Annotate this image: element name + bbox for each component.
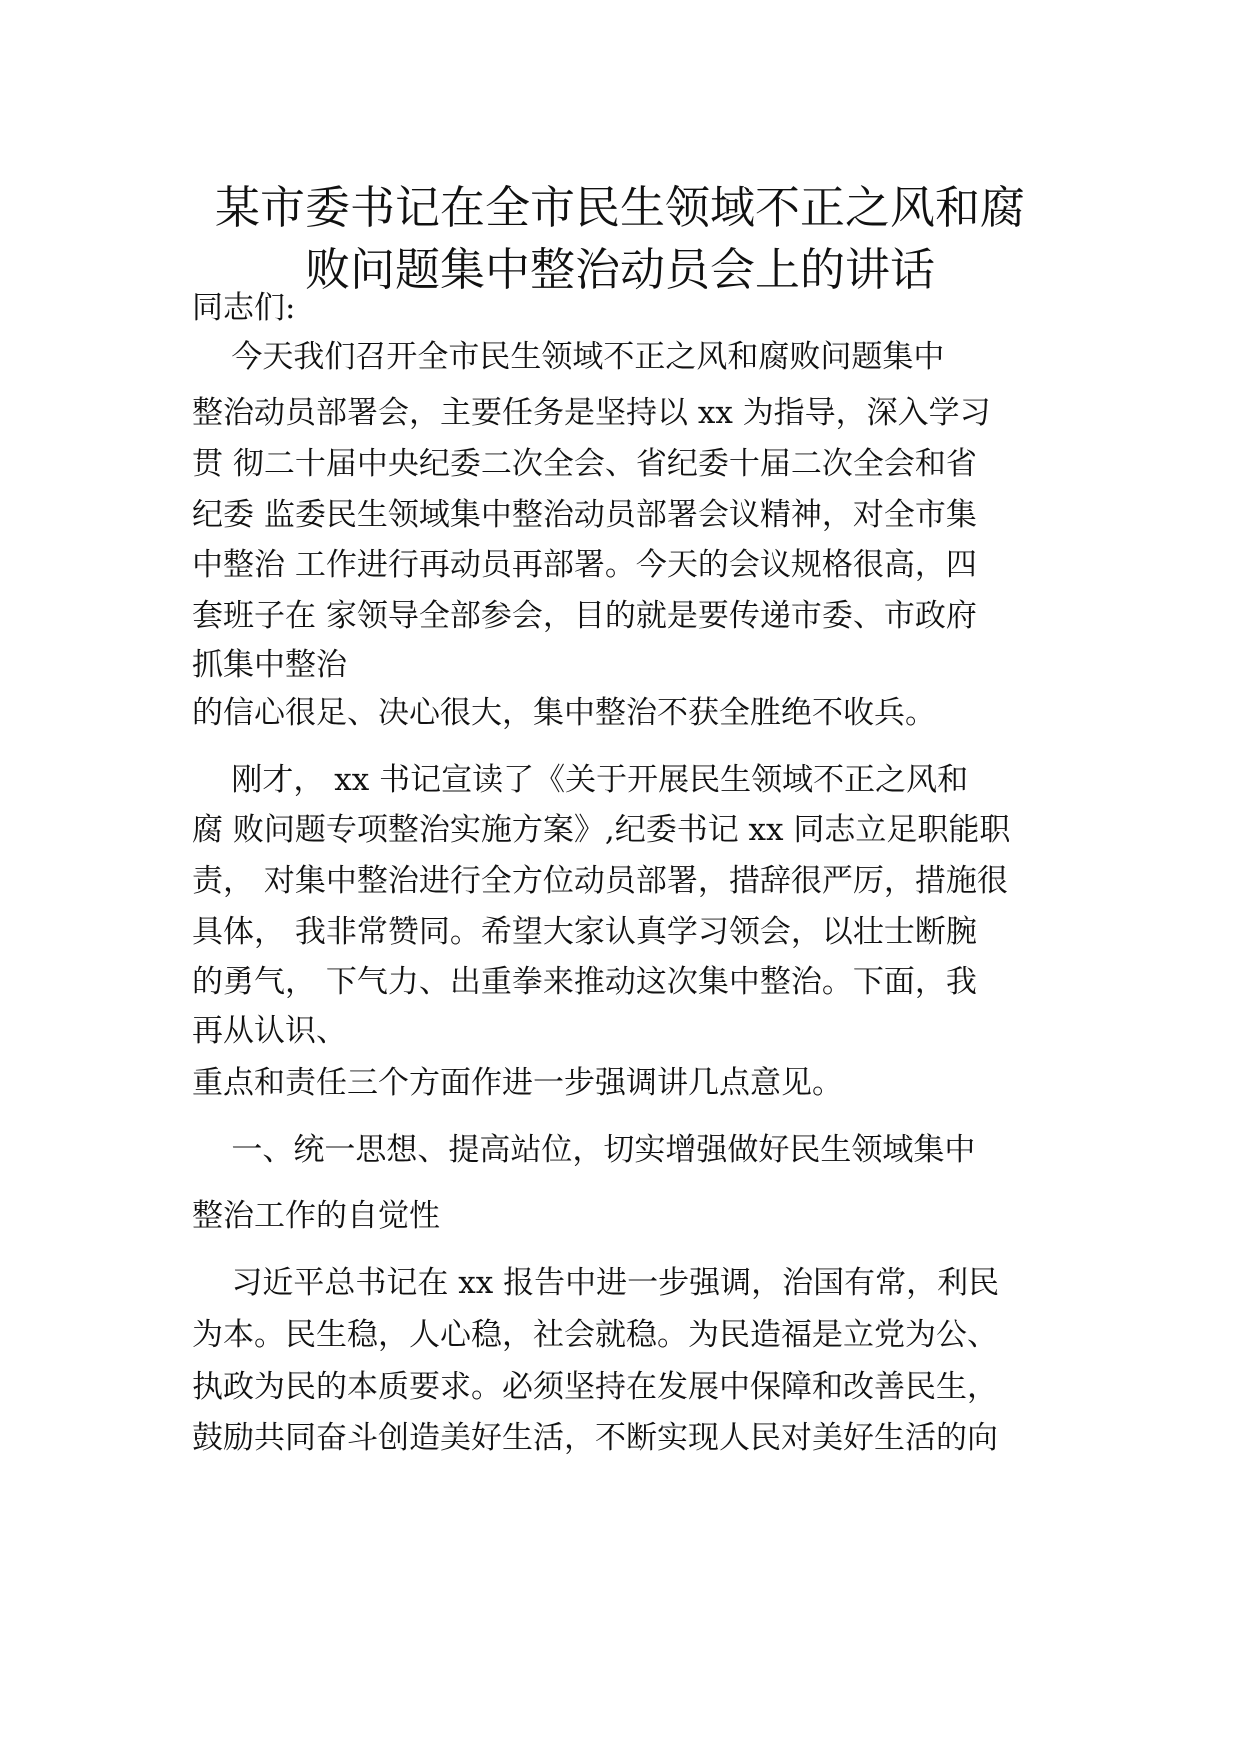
body-line: 执政为民的本质要求。必须坚持在发展中保障和改善民生，	[192, 1369, 998, 1405]
body-line: 贯 彻二十届中央纪委二次全会、省纪委十届二次全会和省	[192, 446, 977, 482]
body-line: 刚才， xx 书记宣读了《关于开展民生领域不正之风和	[192, 762, 969, 798]
document-title-line-2: 败问题集中整治动员会上的讲话	[304, 243, 935, 296]
body-line: 鼓励共同奋斗创造美好生活，不断实现人民对美好生活的向	[192, 1420, 998, 1456]
section-heading-line: 一、统一思想、提高站位，切实增强做好民生领域集中	[192, 1132, 976, 1168]
body-line: 套班子在 家领导全部参会，目的就是要传递市委、市政府	[192, 598, 977, 634]
body-line: 具体， 我非常赞同。希望大家认真学习领会，以壮士断腕	[192, 914, 977, 950]
document-title-line-1: 某市委书记在全市民生领域不正之风和腐	[214, 181, 1025, 234]
body-line: 重点和责任三个方面作进一步强调讲几点意见。	[192, 1065, 843, 1101]
salutation: 同志们:	[192, 290, 296, 326]
body-line: 责， 对集中整治进行全方位动员部署，措辞很严厉，措施很	[192, 863, 1008, 899]
body-line: 再从认识、	[192, 1013, 347, 1049]
body-line: 为本。民生稳，人心稳，社会就稳。为民造福是立党为公、	[192, 1317, 998, 1353]
body-line: 整治动员部署会，主要任务是坚持以 xx 为指导，深入学习	[192, 395, 991, 431]
section-heading-line: 整治工作的自觉性	[192, 1198, 440, 1234]
body-line: 中整治 工作进行再动员再部署。今天的会议规格很高，四	[192, 547, 977, 583]
body-line: 的勇气， 下气力、出重拳来推动这次集中整治。下面，我	[192, 964, 977, 1000]
body-line: 腐 败问题专项整治实施方案》,纪委书记 xx 同志立足职能职	[192, 812, 1011, 848]
body-line: 的信心很足、决心很大，集中整治不获全胜绝不收兵。	[192, 695, 936, 731]
body-line: 纪委 监委民生领域集中整治动员部署会议精神，对全市集	[192, 497, 977, 533]
body-line: 习近平总书记在 xx 报告中进一步强调，治国有常，利民	[192, 1265, 1000, 1301]
body-line: 抓集中整治	[192, 647, 347, 683]
body-line: 今天我们召开全市民生领域不正之风和腐败问题集中	[192, 339, 945, 375]
